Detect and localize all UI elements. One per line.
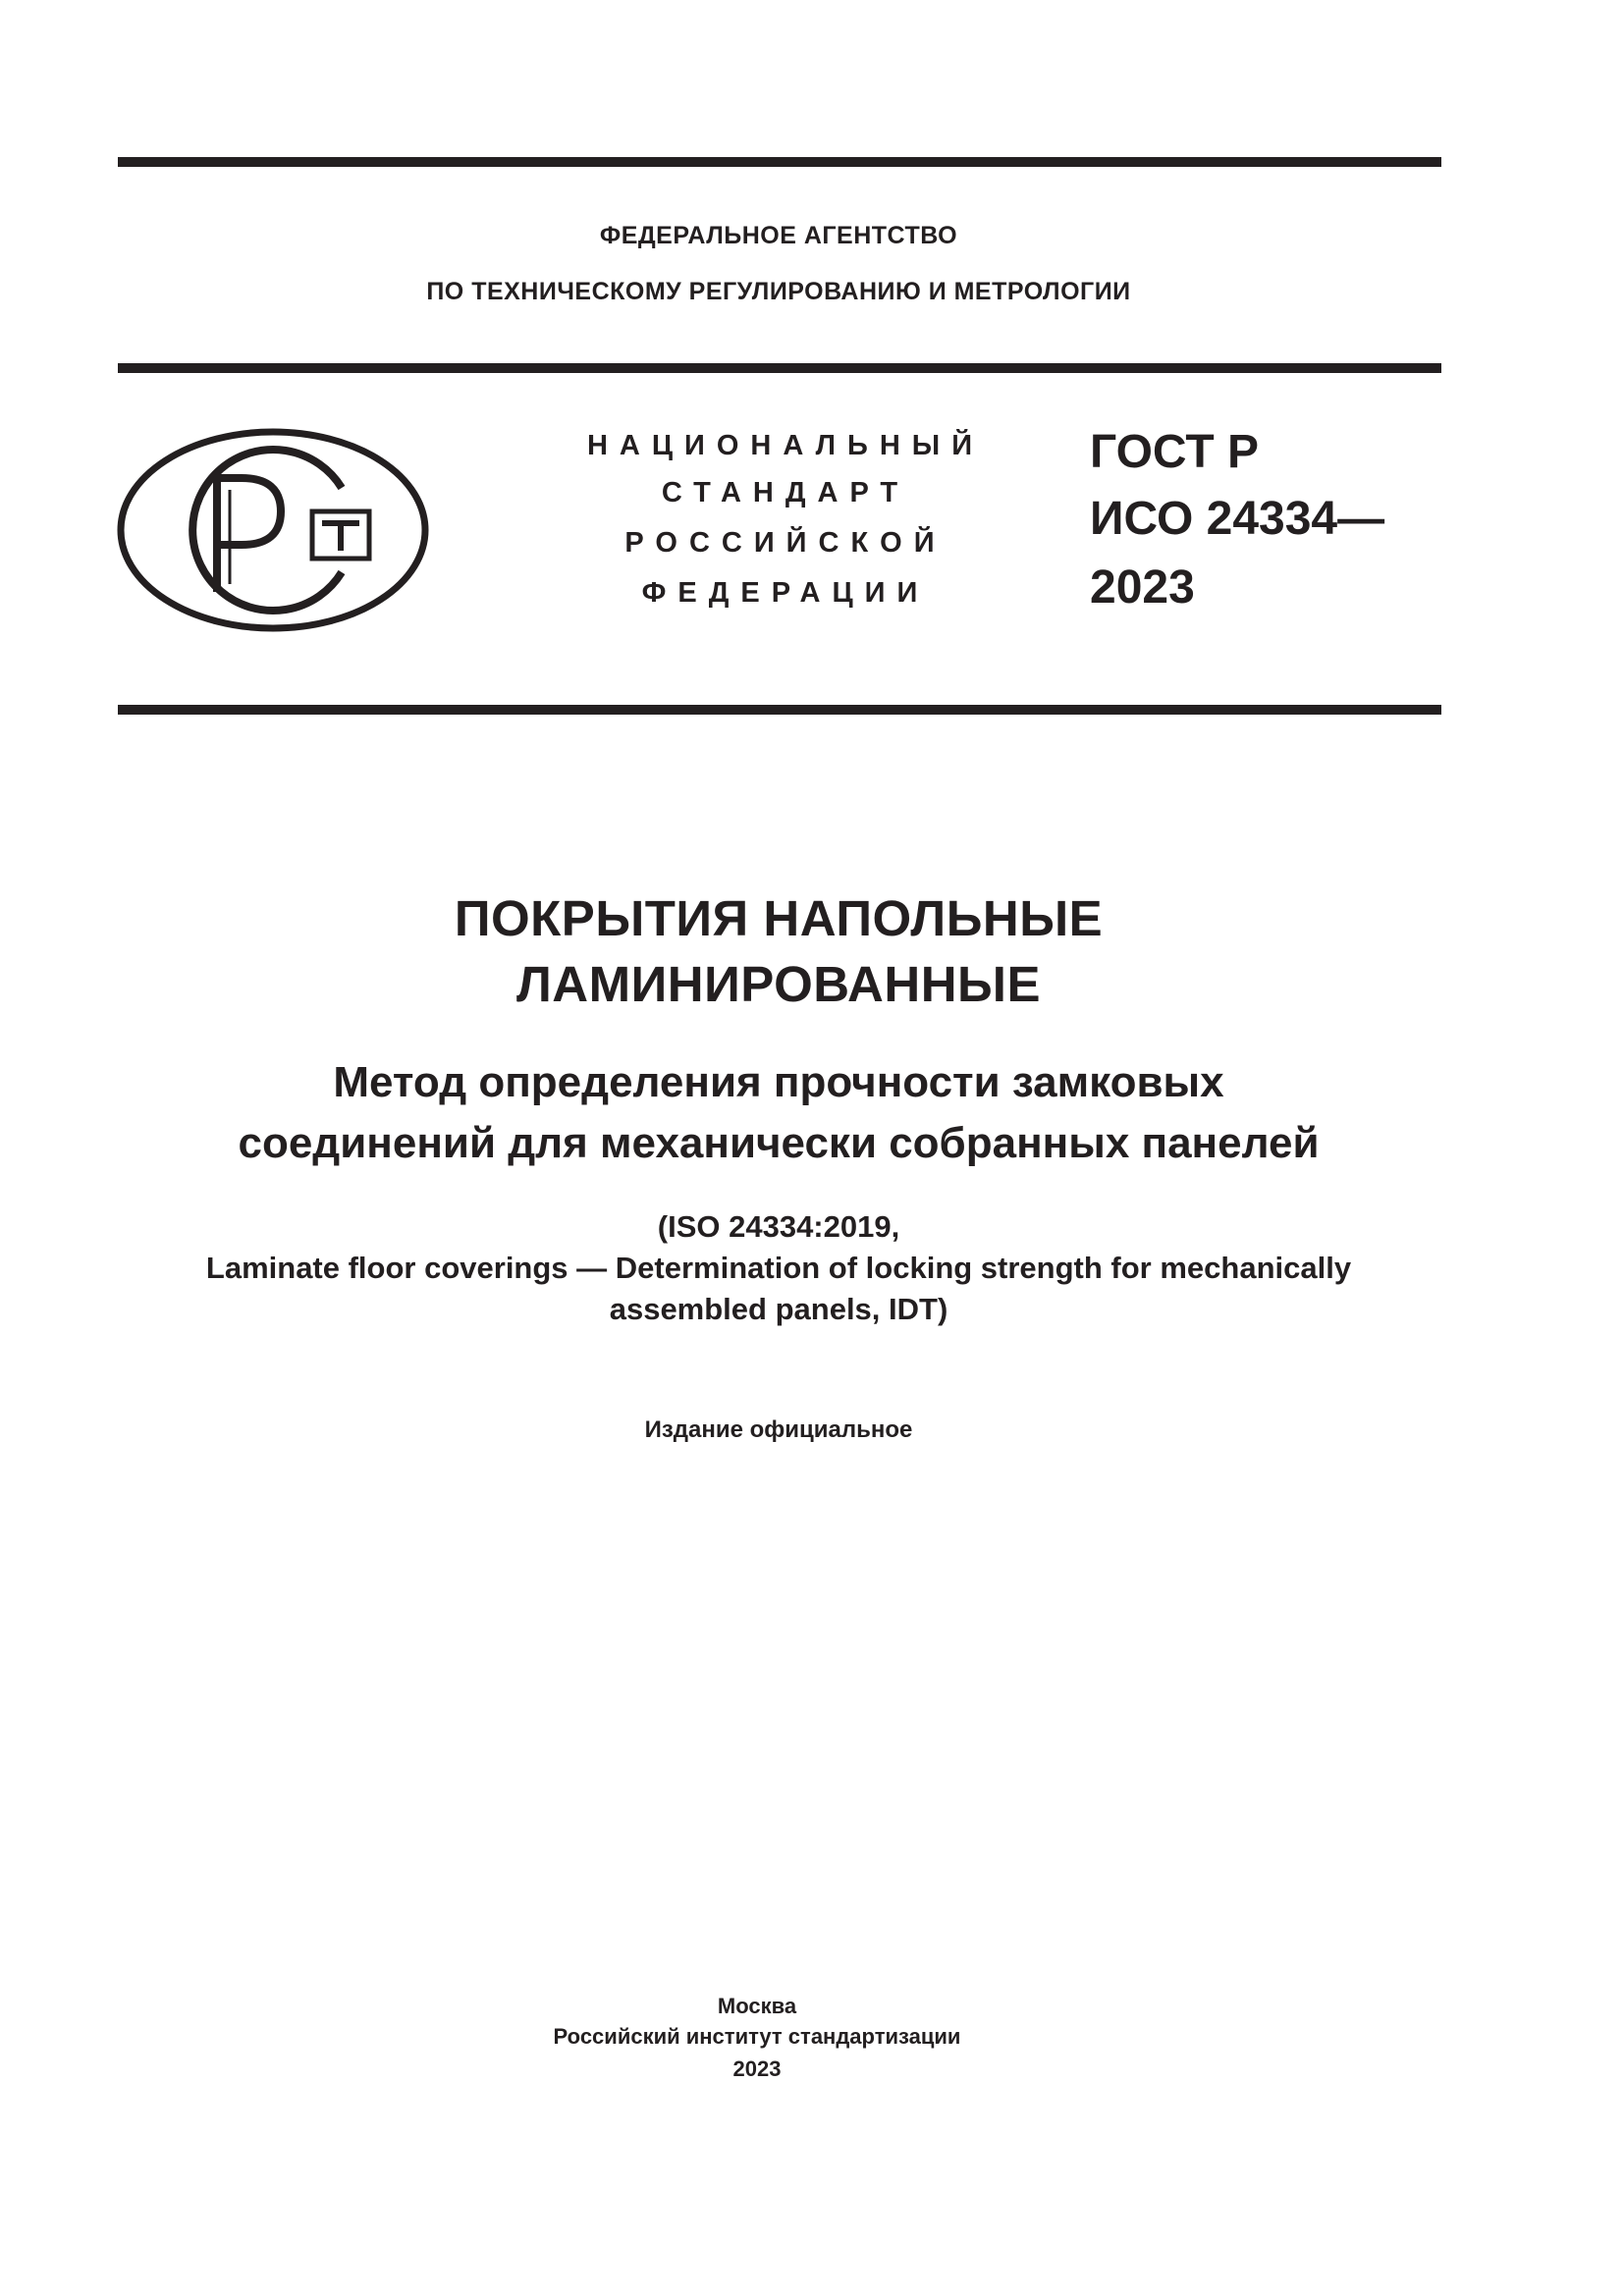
standard-type-line-4: ФЕДЕРАЦИИ [641,577,930,609]
designation-line-1: ГОСТ Р [1090,426,1260,478]
designation-line-2: ИСО 24334— [1090,493,1385,545]
header-rule [118,363,1441,373]
standard-type-line-3: РОССИЙСКОЙ [624,527,947,559]
document-subtitle-line-1: Метод определения прочности замковых [333,1058,1224,1106]
top-rule [118,157,1441,167]
iso-reference-line-1: (ISO 24334:2019, [657,1209,900,1244]
imprint-city: Москва [717,1994,797,2018]
imprint-year: 2023 [732,2056,782,2081]
standard-type-line-1: НАЦИОНАЛЬНЫЙ [586,430,985,461]
standard-type-line-2: СТАНДАРТ [661,477,910,508]
designation-line-3: 2023 [1090,561,1195,614]
agency-name-line-1: ФЕДЕРАЛЬНОЕ АГЕНТСТВО [599,222,958,249]
iso-reference-line-3: assembled panels, IDT) [609,1292,948,1326]
rst-logo-icon [116,427,430,633]
iso-reference-line-2: Laminate floor coverings — Determination of locking strength for mechanically [205,1251,1352,1285]
document-title-line-2: ЛАМИНИРОВАННЫЕ [516,956,1041,1012]
header-bottom-rule [118,705,1441,715]
document-title-line-1: ПОКРЫТИЯ НАПОЛЬНЫЕ [454,890,1104,946]
agency-name-line-2: ПО ТЕХНИЧЕСКОМУ РЕГУЛИРОВАНИЮ И МЕТРОЛОГИИ [426,278,1131,305]
edition-label: Издание официальное [644,1416,913,1443]
imprint-publisher: Российский институт стандартизации [553,2024,961,2049]
document-subtitle-line-2: соединений для механически собранных панелей [238,1119,1320,1167]
